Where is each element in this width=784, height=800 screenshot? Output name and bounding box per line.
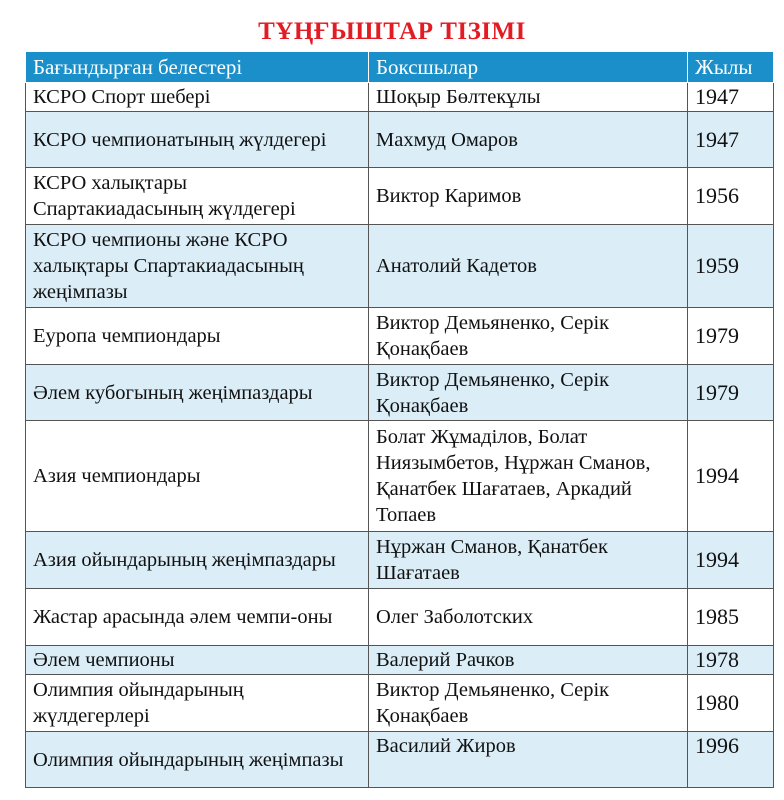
achievement-cell: Жастар арасында әлем чемпи-оны bbox=[26, 589, 369, 646]
table-row bbox=[26, 732, 774, 788]
table-row bbox=[26, 83, 774, 112]
year-cell: 1994 bbox=[688, 532, 774, 589]
year-cell: 1947 bbox=[688, 112, 774, 168]
table-row bbox=[26, 421, 774, 532]
year-cell: 1996 bbox=[688, 732, 774, 788]
page-title: ТҰҢҒЫШТАР ТІЗІМІ bbox=[258, 18, 526, 45]
achievement-cell: Әлем чемпионы bbox=[26, 646, 369, 675]
boxers-cell: Шоқыр Бөлтекұлы bbox=[369, 83, 688, 112]
year-cell: 1956 bbox=[688, 168, 774, 225]
table-row bbox=[26, 112, 774, 168]
year-cell: 1959 bbox=[688, 225, 774, 308]
boxers-cell: Валерий Рачков bbox=[369, 646, 688, 675]
achievement-cell: КСРО чемпионы және КСРО халықтары Спартакиадасының жеңімпазы bbox=[26, 225, 369, 308]
year-cell: 1978 bbox=[688, 646, 774, 675]
table-row bbox=[26, 168, 774, 225]
achievement-cell: Азия ойындарының жеңімпаздары bbox=[26, 532, 369, 589]
achievement-cell: КСРО чемпионатының жүлдегері bbox=[26, 112, 369, 168]
table-row bbox=[26, 675, 774, 732]
achievement-cell: Олимпия ойындарының жүлдегерлері bbox=[26, 675, 369, 732]
column-header-boxers: Боксшылар bbox=[369, 52, 688, 83]
boxers-cell: Василий Жиров bbox=[369, 732, 688, 788]
boxers-cell: Анатолий Кадетов bbox=[369, 225, 688, 308]
year-cell: 1979 bbox=[688, 308, 774, 365]
table-row bbox=[26, 532, 774, 589]
boxers-cell: Олег Заболотских bbox=[369, 589, 688, 646]
table-header-row bbox=[26, 52, 774, 83]
year-cell: 1979 bbox=[688, 365, 774, 421]
boxers-cell: Виктор Демьяненко, Серік Қонақбаев bbox=[369, 675, 688, 732]
year-cell: 1947 bbox=[688, 83, 774, 112]
year-cell: 1985 bbox=[688, 589, 774, 646]
boxers-cell: Виктор Демьяненко, Серік Қонақбаев bbox=[369, 365, 688, 421]
column-header-achievement: Бағындырған белестері bbox=[26, 52, 369, 83]
boxers-cell: Болат Жұмаділов, Болат Ниязымбетов, Нұржан Сманов, Қанатбек Шағатаев, Аркадий Топаев bbox=[369, 421, 688, 532]
year-cell: 1980 bbox=[688, 675, 774, 732]
boxers-cell: Виктор Каримов bbox=[369, 168, 688, 225]
achievement-cell: КСРО Спорт шебері bbox=[26, 83, 369, 112]
achievement-cell: Еуропа чемпиондары bbox=[26, 308, 369, 365]
boxers-cell: Махмуд Омаров bbox=[369, 112, 688, 168]
boxers-cell: Виктор Демьяненко, Серік Қонақбаев bbox=[369, 308, 688, 365]
achievement-cell: Әлем кубогының жеңімпаздары bbox=[26, 365, 369, 421]
table-row bbox=[26, 589, 774, 646]
achievement-cell: КСРО халықтары Спартакиадасының жүлдегері bbox=[26, 168, 369, 225]
table-row bbox=[26, 225, 774, 308]
table-row bbox=[26, 646, 774, 675]
achievement-cell: Олимпия ойындарының жеңімпазы bbox=[26, 732, 369, 788]
column-header-year: Жылы bbox=[688, 52, 774, 83]
table-row bbox=[26, 365, 774, 421]
boxers-cell: Нұржан Сманов, Қанатбек Шағатаев bbox=[369, 532, 688, 589]
achievement-cell: Азия чемпиондары bbox=[26, 421, 369, 532]
table-row bbox=[26, 308, 774, 365]
champions-table bbox=[25, 51, 774, 788]
year-cell: 1994 bbox=[688, 421, 774, 532]
